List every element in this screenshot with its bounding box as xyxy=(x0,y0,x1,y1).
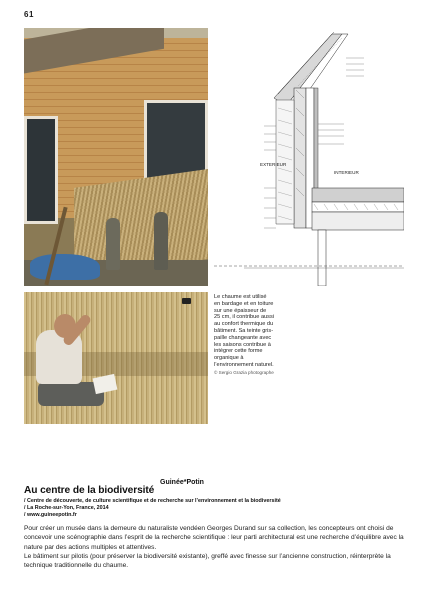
photo-blue-tarp xyxy=(30,254,100,280)
project-meta xyxy=(24,498,404,520)
photo-worker xyxy=(106,218,120,270)
caption-credit: © Sergio Grazia photographe xyxy=(214,369,274,375)
label-interior: INTERIEUR xyxy=(334,170,359,175)
photo-person-head xyxy=(54,314,76,338)
project-title: Au centre de la biodiversité xyxy=(24,485,155,496)
photo-caption xyxy=(214,294,274,375)
article-body xyxy=(24,524,406,570)
section-svg xyxy=(214,28,404,286)
caption-text: Le chaume est utilisé en bardage et en toiture sur une épaisseur de 25 cm, il contribue aussi au confort thermique du bâtiment. Sa teinte gris-paille changeante avec les saisons contribue à intégrer cette forme organique à l’environnement naturel. xyxy=(214,294,275,368)
project-location: / La Roche-sur-Yon, France, 2014 xyxy=(24,505,109,512)
photo-window-left xyxy=(24,116,58,224)
photo-worker-thatch-wall xyxy=(24,292,208,424)
technical-section-drawing xyxy=(214,28,404,286)
project-website[interactable]: / www.guineepotin.fr xyxy=(24,512,77,519)
photo-worker xyxy=(154,212,168,270)
label-exterior: EXTERIEUR xyxy=(260,162,287,167)
photo-paper xyxy=(93,374,118,394)
photo-thatch-installation xyxy=(24,28,208,286)
floor-slab xyxy=(312,188,404,230)
body-paragraph: Pour créer un musée dans la demeure du naturaliste vendéen Georges Durand sur sa collection, les concepteurs ont choisi de concevoir une scénographie dans l’esprit de la recherche scientifique : leur parti architectural est une recherche d’équilibre avec la nature par des actions multiples et attentives. xyxy=(24,525,404,551)
architect-firm: Guinée*Potin xyxy=(160,479,204,486)
page-number: 61 xyxy=(24,10,34,19)
photo-wall-fixture xyxy=(182,298,191,304)
pile xyxy=(318,230,326,286)
project-subtitle: / Centre de découverte, de culture scientifique et de recherche sur l’environnement et la biodiversité xyxy=(24,498,281,504)
body-paragraph: Le bâtiment sur pilotis (pour préserver la biodiversité existante), greffé avec finesse sur l’ancienne construction, réinterprète la technique traditionnelle du chaume. xyxy=(24,552,391,570)
